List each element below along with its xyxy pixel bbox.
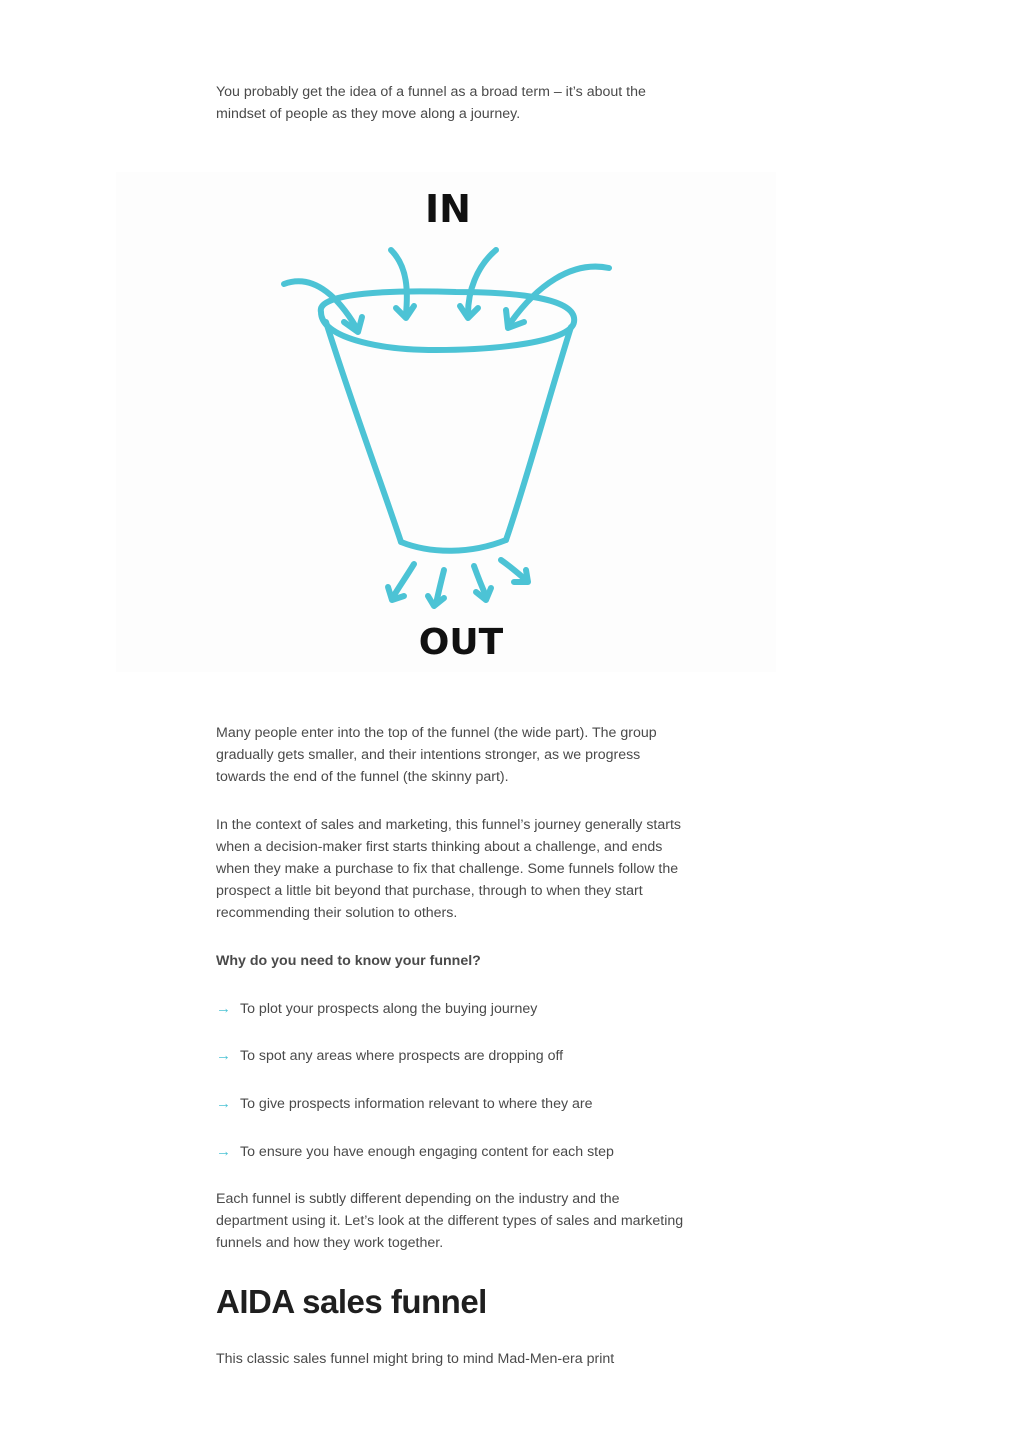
in-arrow-2 [391, 250, 407, 314]
arrow-right-icon: → [216, 1000, 231, 1017]
funnel-drawing [116, 172, 776, 672]
in-label: IN [425, 187, 471, 231]
out-arrow-1 [393, 564, 414, 597]
funnel-types-paragraph: Each funnel is subtly different depending on the industry and the department using it. Let’s look at the different types of sales and marketing funnels and how they work together. [216, 1191, 684, 1251]
list-item [216, 1141, 686, 1163]
list-item [216, 998, 686, 1020]
list-item-text: To give prospects information relevant to where they are [240, 1096, 593, 1112]
list-item-text: To spot any areas where prospects are dropping off [240, 1048, 564, 1064]
funnel-left-side [326, 322, 401, 542]
out-arrow-4 [501, 560, 526, 580]
why-funnel-heading: Why do you need to know your funnel? [216, 953, 481, 969]
arrow-right-icon: → [216, 1143, 231, 1160]
funnel-illustration [116, 172, 776, 672]
intro-paragraph: You probably get the idea of a funnel as a broad term – it’s about the mindset of people as they move along a journey. [216, 84, 646, 122]
list-item-text: To plot your prospects along the buying journey [240, 1001, 538, 1017]
funnel-description-paragraph: Many people enter into the top of the funnel (the wide part). The group gradually gets smaller, and their intentions stronger, as we progress towards the end of the funnel (the skinny part). [216, 725, 657, 785]
list-item [216, 1045, 686, 1067]
out-label: OUT [418, 622, 504, 663]
section-title: AIDA sales funnel [216, 1283, 487, 1320]
funnel-bottom [401, 540, 506, 551]
list-item [216, 1093, 686, 1115]
sales-context-paragraph: In the context of sales and marketing, this funnel’s journey generally starts when a decision-maker first starts thinking about a challenge, and ends when they make a purchase to fix that challenge. Some funnels follow the prospect a little bit beyond that purchase, through to when they start recommending their solution to others. [216, 817, 682, 921]
funnel-right-side [506, 327, 571, 540]
arrow-right-icon: → [216, 1095, 231, 1112]
arrow-right-icon: → [216, 1047, 231, 1064]
aida-intro-paragraph: This classic sales funnel might bring to mind Mad-Men-era print [216, 1351, 615, 1367]
in-arrow-3 [468, 250, 496, 314]
list-item-text: To ensure you have enough engaging content for each step [240, 1144, 614, 1160]
